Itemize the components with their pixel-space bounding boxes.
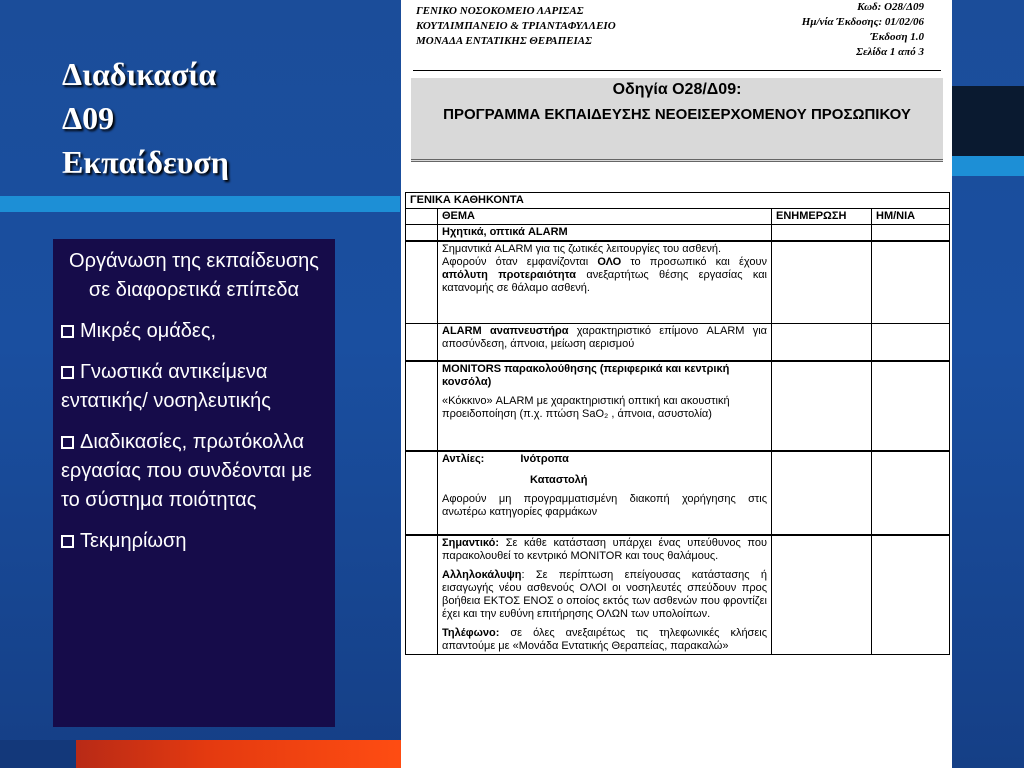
bullet-text: Τεκμηρίωση bbox=[80, 530, 187, 552]
table-row bbox=[406, 225, 950, 242]
decor-block bbox=[952, 86, 1024, 156]
checkbox-bullet-icon bbox=[61, 325, 74, 338]
checkbox-bullet-icon bbox=[61, 366, 74, 379]
decor-bottom-bar bbox=[76, 740, 406, 768]
decor-stripe-right bbox=[952, 156, 1024, 176]
bullet-item bbox=[61, 527, 327, 556]
table-row bbox=[406, 241, 950, 323]
doc-page: Σελίδα 1 από 3 bbox=[856, 46, 924, 58]
program-title: ΠΡΟΓΡΑΜΜΑ ΕΚΠΑΙΔΕΥΣΗΣ ΝΕΟΕΙΣΕΡΧΟΜΕΝΟΥ ΠΡΟΣΩΠΙΚΟΥ bbox=[443, 106, 911, 123]
section-title: ΓΕΝΙΚΑ ΚΑΘΗΚΟΝΤΑ bbox=[406, 193, 950, 209]
bullet-text: Γνωστικά αντικείμενα εντατικής/ νοσηλευτικής bbox=[61, 361, 271, 412]
table-row bbox=[406, 323, 950, 361]
doc-code: Κωδ: Ο28/Δ09 bbox=[857, 1, 924, 13]
col-topic: ΘΕΜΑ bbox=[438, 209, 772, 225]
title-line-2: Δ09 bbox=[62, 100, 115, 136]
row-ventilator: ALARM αναπνευστήρα χαρακτηριστικό επίμονο ALARM για αποσύνδεση, άπνοια, μείωση αερισμού bbox=[438, 323, 772, 361]
table-row bbox=[406, 193, 950, 209]
doc-version: Έκδοση 1.0 bbox=[870, 31, 924, 43]
row-alarm-desc: Σημαντικά ALARM για τις ζωτικές λειτουργίες του ασθενή. Αφορούν όταν εμφανίζονται ΟΛΟ το προσωπικό και έχουν απόλυτη προτεραιότητα ανεξαρτήτως θέσης εργασίας και κατανομής σε θάλαμο ασθενή. bbox=[438, 241, 772, 323]
checkbox-bullet-icon bbox=[61, 436, 74, 449]
slide-title bbox=[62, 52, 362, 184]
bullet-item bbox=[61, 428, 327, 515]
bullet-text: Διαδικασίες, πρωτόκολλα εργασίας που συνδέονται με το σύστημα ποιότητας bbox=[61, 431, 312, 511]
col-date: ΗΜ/ΝΙΑ bbox=[872, 209, 950, 225]
doc-date: Ημ/νία Έκδοσης: 01/02/06 bbox=[801, 16, 924, 28]
decor-bottom-dark bbox=[0, 740, 76, 768]
bullet-text: Μικρές ομάδες, bbox=[80, 320, 217, 342]
bullet-item bbox=[61, 358, 327, 416]
header-divider bbox=[413, 70, 941, 71]
bullet-item bbox=[61, 317, 327, 346]
checkbox-bullet-icon bbox=[61, 535, 74, 548]
col-briefing: ΕΝΗΜΕΡΩΣΗ bbox=[772, 209, 872, 225]
title-line-3: Εκπαίδευση bbox=[62, 144, 229, 180]
table-header-row bbox=[406, 209, 950, 225]
table-row bbox=[406, 451, 950, 535]
document-image bbox=[401, 0, 952, 768]
row-monitors: MONITORS παρακολούθησης (περιφερικά και κεντρική κονσόλα) «Κόκκινο» ALARM με χαρακτηριστική οπτική και ακουστική προειδοποίηση (π.χ. πτώση SaO₂ , άπνοια, ασυστολία) bbox=[438, 361, 772, 451]
title-line-1: Διαδικασία bbox=[62, 56, 217, 92]
decor-stripe bbox=[0, 196, 400, 212]
duties-table bbox=[405, 192, 950, 655]
table-row bbox=[406, 361, 950, 451]
row-notes: Σημαντικό: Σε κάθε κατάσταση υπάρχει ένας υπεύθυνος που παρακολουθεί το κεντρικό MONITOR και τους θαλάμους. Αλληλοκάλυψη: Σε περίπτωση επείγουσας κατάστασης ή εισαγωγής νέου ασθενούς ΟΛΟΙ οι νοσηλευτές σπεύδουν προς βοήθεια ΕΚΤΟΣ ΕΝΟΣ ο οποίος εκτός των ασθενών που φροντίζει έχει και την ευθύνη επιτήρησης ΟΛΩΝ των υπολοίπων. Τηλέφωνο: σε όλες ανεξαιρέτως τις τηλεφωνικές κλήσεις απαντούμε με «Μονάδα Εντατικής Θεραπείας, παρακαλώ» bbox=[438, 535, 772, 655]
table-row bbox=[406, 535, 950, 655]
intro-text: Οργάνωση της εκπαίδευσης σε διαφορετικά επίπεδα bbox=[69, 250, 319, 301]
doc-header-left bbox=[416, 4, 776, 49]
hospital-sub: ΚΟΥΤΛΙΜΠΑΝΕΙΟ & ΤΡΙΑΝΤΑΦΥΛΛΕΙΟ bbox=[416, 20, 616, 32]
row-alarm-head: Ηχητικά, οπτικά ALARM bbox=[438, 225, 772, 242]
row-pumps: Αντλίες: Ινότροπα Καταστολή Αφορούν μη προγραμματισμένη διακοπή χορήγησης στις ανωτέρω κατηγορίες φαρμάκων bbox=[438, 451, 772, 535]
hospital-name: ΓΕΝΙΚΟ ΝΟΣΟΚΟΜΕΙΟ ΛΑΡΙΣΑΣ bbox=[416, 5, 584, 17]
instruction-code: Οδηγία Ο28/Δ09: bbox=[612, 81, 742, 98]
doc-header-right bbox=[724, 0, 924, 60]
content-box bbox=[53, 239, 335, 727]
unit-name: ΜΟΝΑΔΑ ΕΝΤΑΤΙΚΗΣ ΘΕΡΑΠΕΙΑΣ bbox=[416, 35, 592, 47]
doc-title-banner bbox=[411, 78, 943, 162]
